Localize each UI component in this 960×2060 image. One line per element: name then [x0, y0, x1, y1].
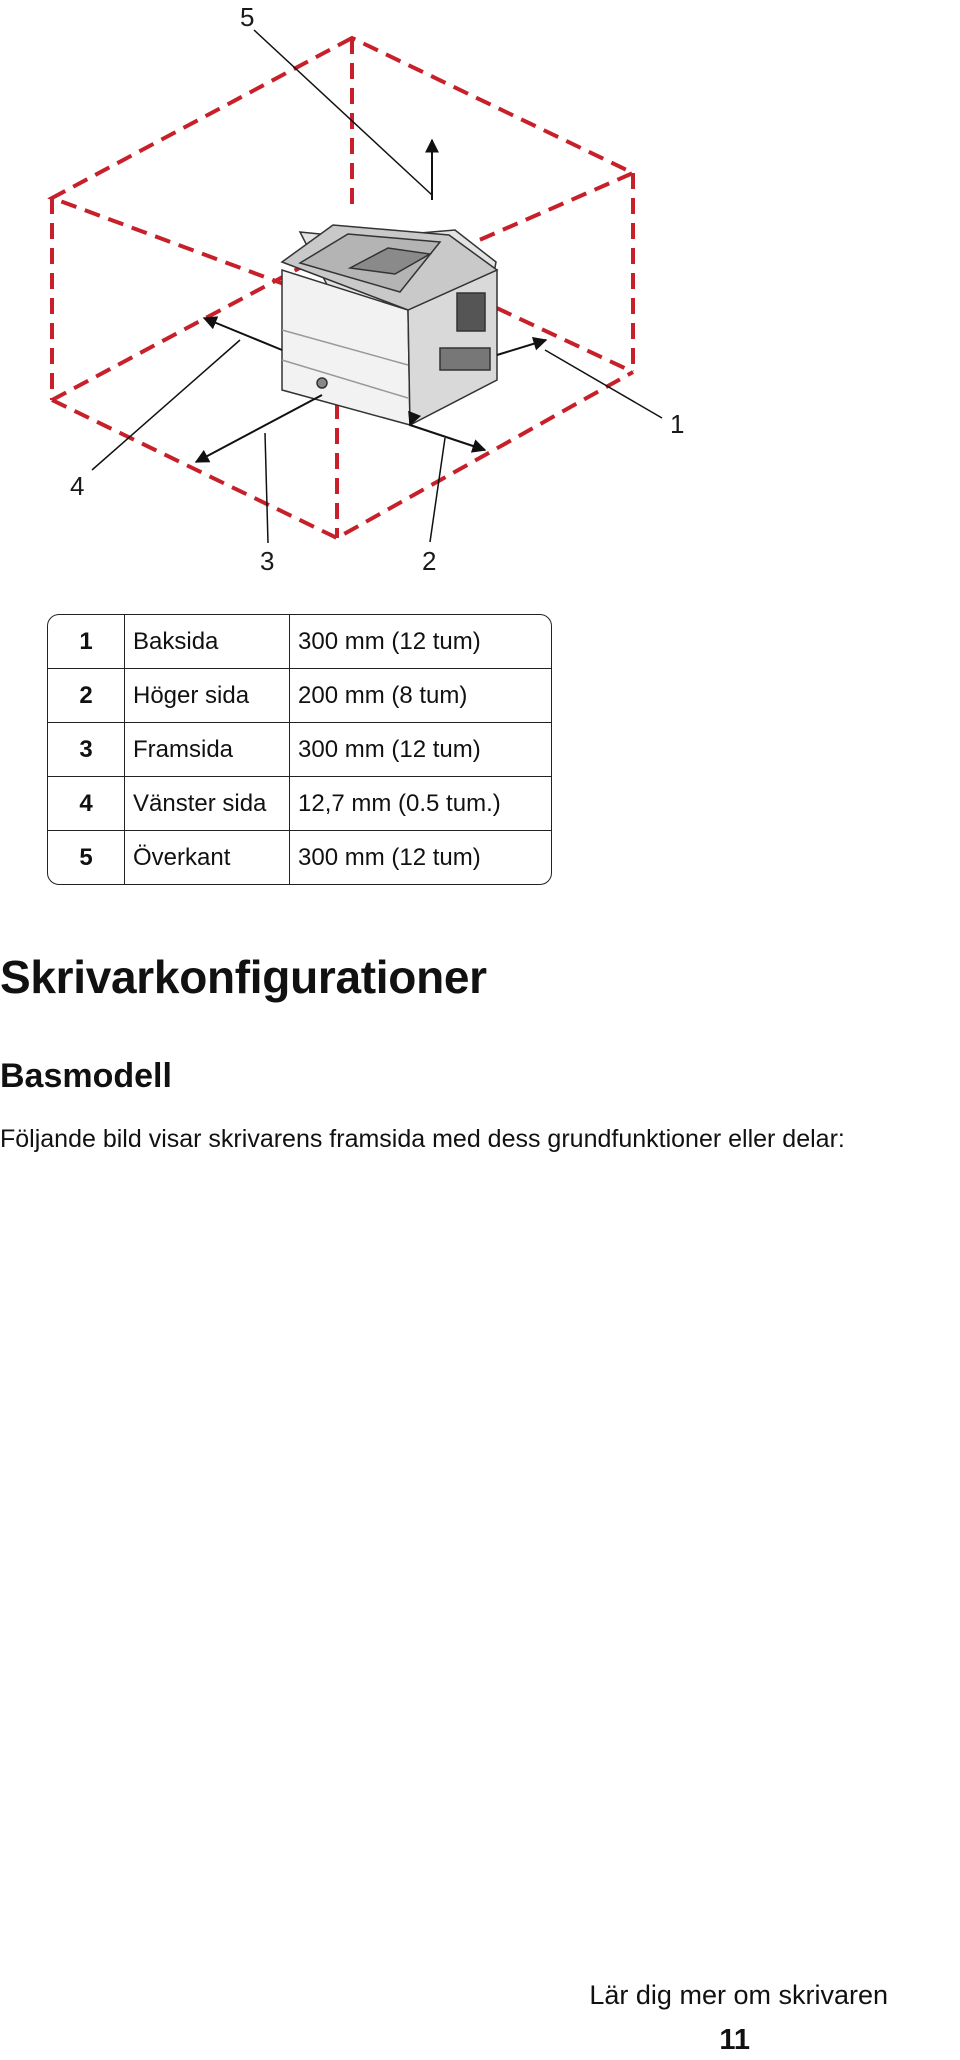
callout-3: 3 — [260, 546, 275, 576]
footer-chapter-title: Lär dig mer om skrivaren — [589, 1980, 888, 2010]
row-side: Överkant — [125, 831, 290, 884]
section-heading: Skrivarkonfigurationer — [0, 951, 487, 1003]
row-number: 2 — [48, 669, 125, 723]
table-row — [48, 723, 551, 777]
row-clearance: 300 mm (12 tum) — [290, 723, 551, 777]
callout-1: 1 — [670, 409, 685, 439]
printer-illustration — [282, 225, 497, 425]
row-clearance: 200 mm (8 tum) — [290, 669, 551, 723]
page-number: 11 — [719, 2024, 750, 2056]
row-number: 1 — [48, 615, 125, 669]
callout-5: 5 — [240, 2, 255, 32]
row-number: 4 — [48, 777, 125, 831]
table-row — [48, 669, 551, 723]
row-side: Höger sida — [125, 669, 290, 723]
table-row — [48, 831, 551, 884]
table-row — [48, 615, 551, 669]
row-clearance: 300 mm (12 tum) — [298, 843, 481, 871]
row-number: 5 — [48, 831, 125, 884]
table-row — [48, 777, 551, 831]
printer-clearance-diagram — [0, 0, 720, 600]
body-paragraph: Följande bild visar skrivarens framsida med dess grundfunktioner eller delar: — [0, 1125, 845, 1153]
row-side: Vänster sida — [125, 777, 290, 831]
row-number: 3 — [48, 723, 125, 777]
subsection-heading: Basmodell — [0, 1057, 172, 1095]
callout-4: 4 — [70, 471, 85, 501]
row-clearance: 12,7 mm (0.5 tum.) — [290, 777, 551, 831]
callout-2: 2 — [422, 546, 437, 576]
row-side: Baksida — [125, 615, 290, 669]
row-clearance: 300 mm (12 tum) — [290, 615, 551, 669]
clearance-table — [47, 614, 552, 885]
row-side: Framsida — [125, 723, 290, 777]
